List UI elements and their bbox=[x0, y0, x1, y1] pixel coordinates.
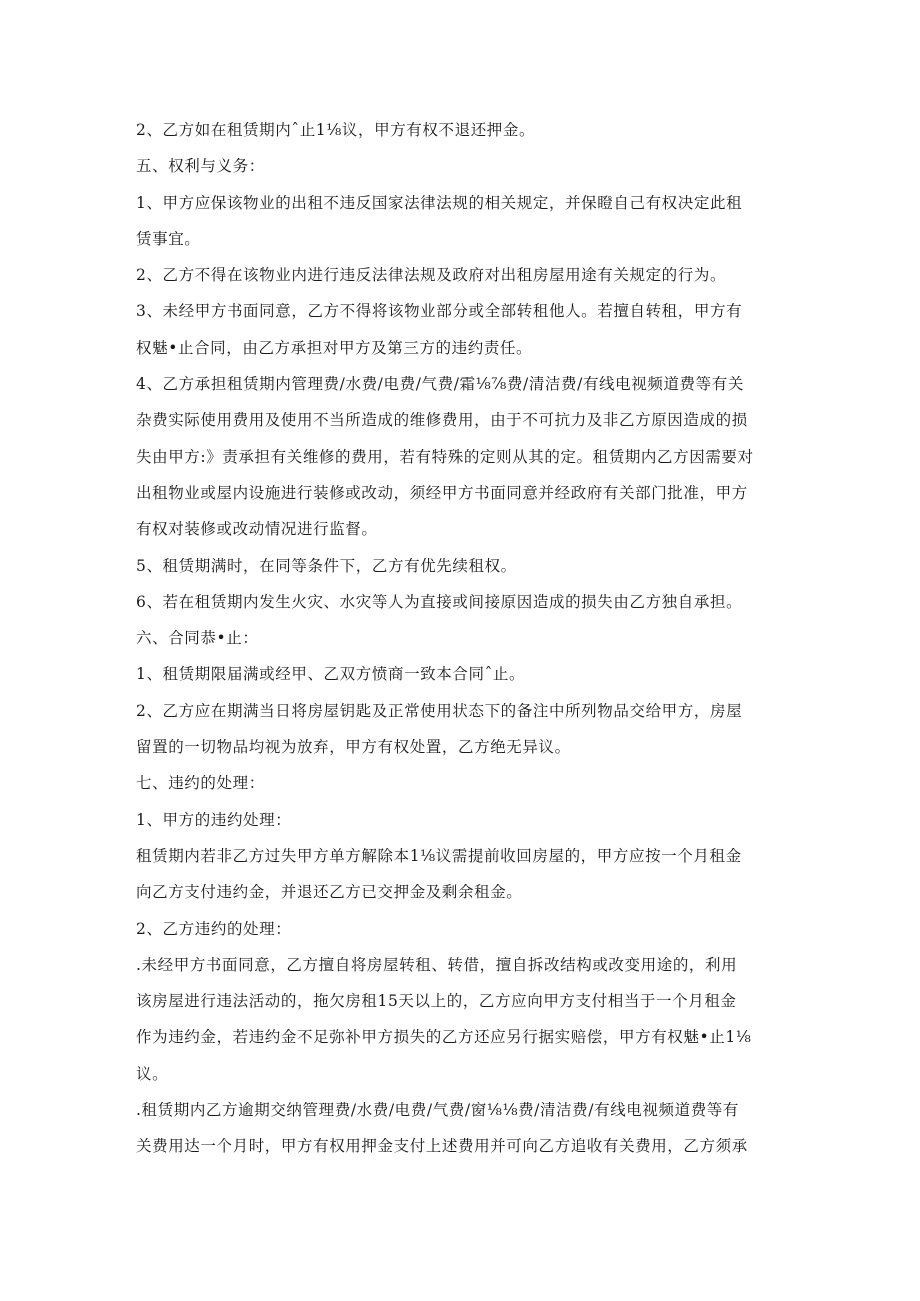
clause-line: 租赁期内若非乙方过失甲方单方解除本1⅛议需提前收回房屋的，甲方应按一个月租金 bbox=[136, 846, 742, 865]
clause-line: 3、未经甲方书面同意，乙方不得将该物业部分或全部转租他人。若擅自转租，甲方有 bbox=[136, 302, 743, 321]
clause-line: .未经甲方书面同意，乙方擅自将房屋转租、转借，擅自拆改结构或改变用途的，利用 bbox=[136, 955, 738, 974]
section-heading: 六、合同恭•止： bbox=[136, 629, 259, 648]
clause-line: 2、乙方不得在该物业内进行违反法律法规及政府对出租房屋用途有关规定的行为。 bbox=[136, 266, 727, 285]
clause-line: .租赁期内乙方逾期交纳管理费/水费/电费/气费/窗⅛⅛费/清洁费/有线电视频道费等有 bbox=[136, 1101, 740, 1120]
clause-line: 关费用达一个月时，甲方有权用押金支付上述费用并可向乙方追收有关费用，乙方须承 bbox=[136, 1137, 748, 1156]
clause-line: 1、甲方应保该物业的出租不违反国家法律法规的相关规定，并保瞪自己有权决定此租 bbox=[136, 193, 743, 212]
clause-line: 该房屋进行违法活动的，拖欠房租15天以上的，乙方应向甲方支付相当于一个月租金 bbox=[136, 992, 737, 1011]
clause-line: 有权对装修或改动情况进行监督。 bbox=[136, 520, 378, 539]
document-body bbox=[136, 112, 786, 1165]
clause-line: 5、租赁期满时，在同等条件下，乙方有优先续租权。 bbox=[136, 556, 517, 575]
clause-line: 失由甲方:》责承担有关维修的费用，若有特殊的定则从其的定。租赁期内乙方因需要对 bbox=[136, 447, 754, 466]
clause-line: 1、甲方的违约处理： bbox=[136, 810, 292, 829]
clause-line: 议。 bbox=[136, 1064, 169, 1083]
clause-line: 2、乙方如在租赁期内ˆ止1⅛议，甲方有权不退还押金。 bbox=[136, 121, 536, 139]
section-heading: 五、权利与义务： bbox=[136, 157, 265, 176]
clause-line: 2、乙方违约的处理： bbox=[136, 919, 292, 938]
section-heading: 七、违约的处理： bbox=[136, 774, 265, 793]
clause-line: 出租物业或屋内设施进行装修或改动，须经甲方书面同意并经政府有关部门批准，甲方 bbox=[136, 483, 748, 502]
clause-line: 6、若在租赁期内发生火灾、水灾等人为直接或间接原因造成的损失由乙方独自承担。 bbox=[136, 592, 743, 611]
clause-line: 权魅•止合同，由乙方承担对甲方及第三方的违约责任。 bbox=[136, 338, 533, 357]
clause-line: 赁事宜。 bbox=[136, 229, 201, 248]
clause-line: 留置的一切物品均视为放弃，甲方有权处置，乙方绝无异议。 bbox=[136, 738, 571, 757]
clause-line: 4、乙方承担租赁期内管理费/水费/电费/气费/霜⅛⅞费/清洁费/有线电视频道费等有关 bbox=[136, 375, 744, 394]
clause-line: 2、乙方应在期满当日将房屋钥匙及正常使用状态下的备注中所列物品交给甲方，房屋 bbox=[136, 701, 743, 720]
clause-line: 杂费实际使用费用及使用不当所造成的维修费用，由于不可抗力及非乙方原因造成的损 bbox=[136, 411, 748, 430]
clause-line: 作为违约金，若违约金不足弥补甲方损失的乙方还应另行据实赔偿，甲方有权魅•止1⅛ bbox=[136, 1028, 752, 1047]
clause-line: 向乙方支付违约金，并退还乙方已交押金及剩余租金。 bbox=[136, 883, 523, 902]
clause-line: 1、租赁期限届满或经甲、乙双方愤商一致本合同ˆ止。 bbox=[136, 665, 526, 684]
